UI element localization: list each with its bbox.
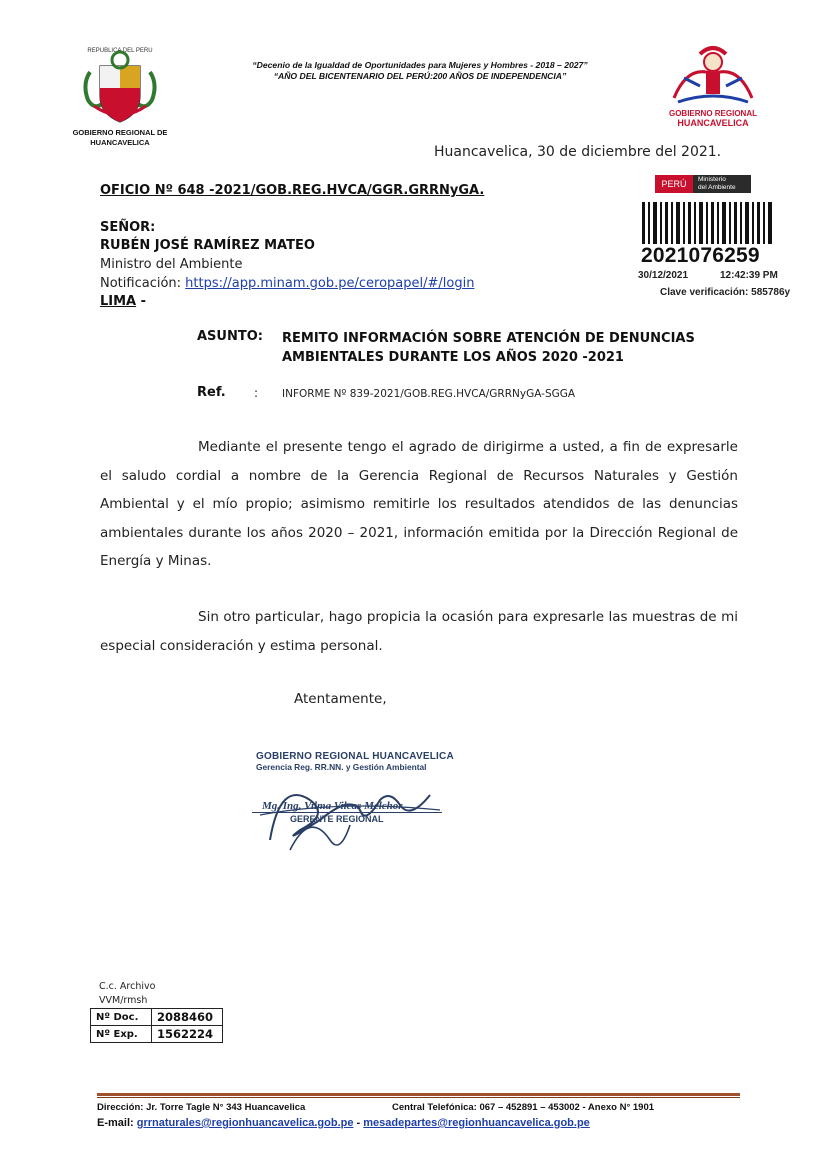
stamp-country-badge: PERÚ [655,175,693,193]
stamp-date: 30/12/2021 [638,270,689,281]
footer-divider-thin [97,1097,740,1098]
doc-number-label: Nº Doc. [91,1009,152,1026]
closing: Atentamente, [294,691,387,707]
initials: VVM/rmsh [99,995,148,1006]
footer-email [97,1117,590,1129]
notification-link[interactable]: https://app.minam.gob.pe/ceropapel/#/login [185,276,475,291]
crest-caption-line1: GOBIERNO REGIONAL DE [72,128,168,137]
subject-line2: AMBIENTALES DURANTE LOS AÑOS 2020 -2021 [282,350,624,365]
signature-org-line1: GOBIERNO REGIONAL HUANCAVELICA [256,751,454,762]
recipient-name: RUBÉN JOSÉ RAMÍREZ MATEO [100,238,315,253]
crest-label: REPUBLICA DEL PERU [87,48,153,54]
reference-colon: : [254,386,259,400]
subject-label: ASUNTO: [197,329,263,344]
city-name: LIMA [100,294,137,309]
salutation: SEÑOR: [100,220,156,235]
reference-label: Ref. [197,385,226,400]
exp-number-value: 1562224 [152,1026,223,1043]
stamp-time: 12:42:39 PM [720,270,778,281]
destination-city [100,294,146,309]
year-slogan: “AÑO DEL BICENTENARIO DEL PERÚ:200 AÑOS DE INDEPENDENCIA” [273,71,567,81]
carbon-copy: C.c. Archivo [99,981,156,992]
document-numbers-table [90,1008,223,1043]
table-row [91,1009,223,1026]
signer-title: GERENTE REGIONAL [290,814,384,824]
footer-email-label: E-mail: [97,1117,134,1129]
city-suffix: - [136,294,147,309]
crest-caption-line2: HUANCAVELICA [90,138,150,147]
regional-government-logo-icon [664,44,762,130]
right-logo-line1: GOBIERNO REGIONAL [668,109,758,118]
stamp-ministry-line1: Ministerio [698,176,726,183]
right-logo-line2: HUANCAVELICA [677,118,749,128]
stamp-number: 2021076259 [641,244,760,267]
header-slogans [210,60,630,82]
place-and-date: Huancavelica, 30 de diciembre del 2021. [434,144,722,160]
decade-slogan: “Decenio de la Igualdad de Oportunidades para Mujeres y Hombres - 2018 – 2027” [252,60,588,70]
footer-divider [97,1093,740,1096]
stamp-verification-key: Clave verificación: 585786y [660,287,791,298]
barcode-icon [642,202,772,244]
subject-text [282,329,742,367]
subject-line1: REMITO INFORMACIÓN SOBRE ATENCIÓN DE DENUNCIAS [282,331,695,346]
reference-text: INFORME Nº 839-2021/GOB.REG.HVCA/GRRNyGA-SGGA [282,388,576,400]
footer-address: Dirección: Jr. Torre Tagle N° 343 Huancavelica [97,1102,306,1113]
exp-number-label: Nº Exp. [91,1026,152,1043]
body-paragraph-2: Sin otro particular, hago propicia la ocasión para expresarle las muestras de mi especial consideración y estima personal. [100,609,738,654]
crest-caption [62,128,178,148]
signature-line [252,812,442,813]
footer-email-link-2[interactable]: mesadepartes@regionhuancavelica.gob.pe [363,1117,590,1129]
stamp-ministry-line2: del Ambiente [698,184,736,191]
stamp-ministry-badge [693,175,751,193]
recipient-role: Ministro del Ambiente [100,257,243,272]
footer-phone: Central Telefónica: 067 – 452891 – 453002 - Anexo N° 1901 [392,1102,655,1113]
coat-of-arms-icon [80,44,160,128]
document-reference: OFICIO Nº 648 -2021/GOB.REG.HVCA/GGR.GRRNyGA. [100,183,485,198]
signature-org-line2: Gerencia Reg. RR.NN. y Gestión Ambiental [256,762,427,772]
body-paragraph-1: Mediante el presente tengo el agrado de dirigirme a usted, a fin de expresarle el saludo cordial a nombre de la Gerencia Regional de Recursos Naturales y Gestión Ambiental y el mío propio; asimismo remitirle los resultados atendidos de las denuncias ambientales durante los años 2020 – 2021, información emitida por la Dirección Regional de Energía y Minas. [100,439,738,570]
signer-name: Mg. Ing. Vilma Vilcas Melchor [262,800,403,812]
table-row [91,1026,223,1043]
footer-email-separator: - [353,1117,364,1129]
notification-line [100,276,474,291]
footer-email-link-1[interactable]: grrnaturales@regionhuancavelica.gob.pe [136,1117,354,1129]
doc-number-value: 2088460 [152,1009,223,1026]
notification-label: Notificación: [100,276,182,291]
